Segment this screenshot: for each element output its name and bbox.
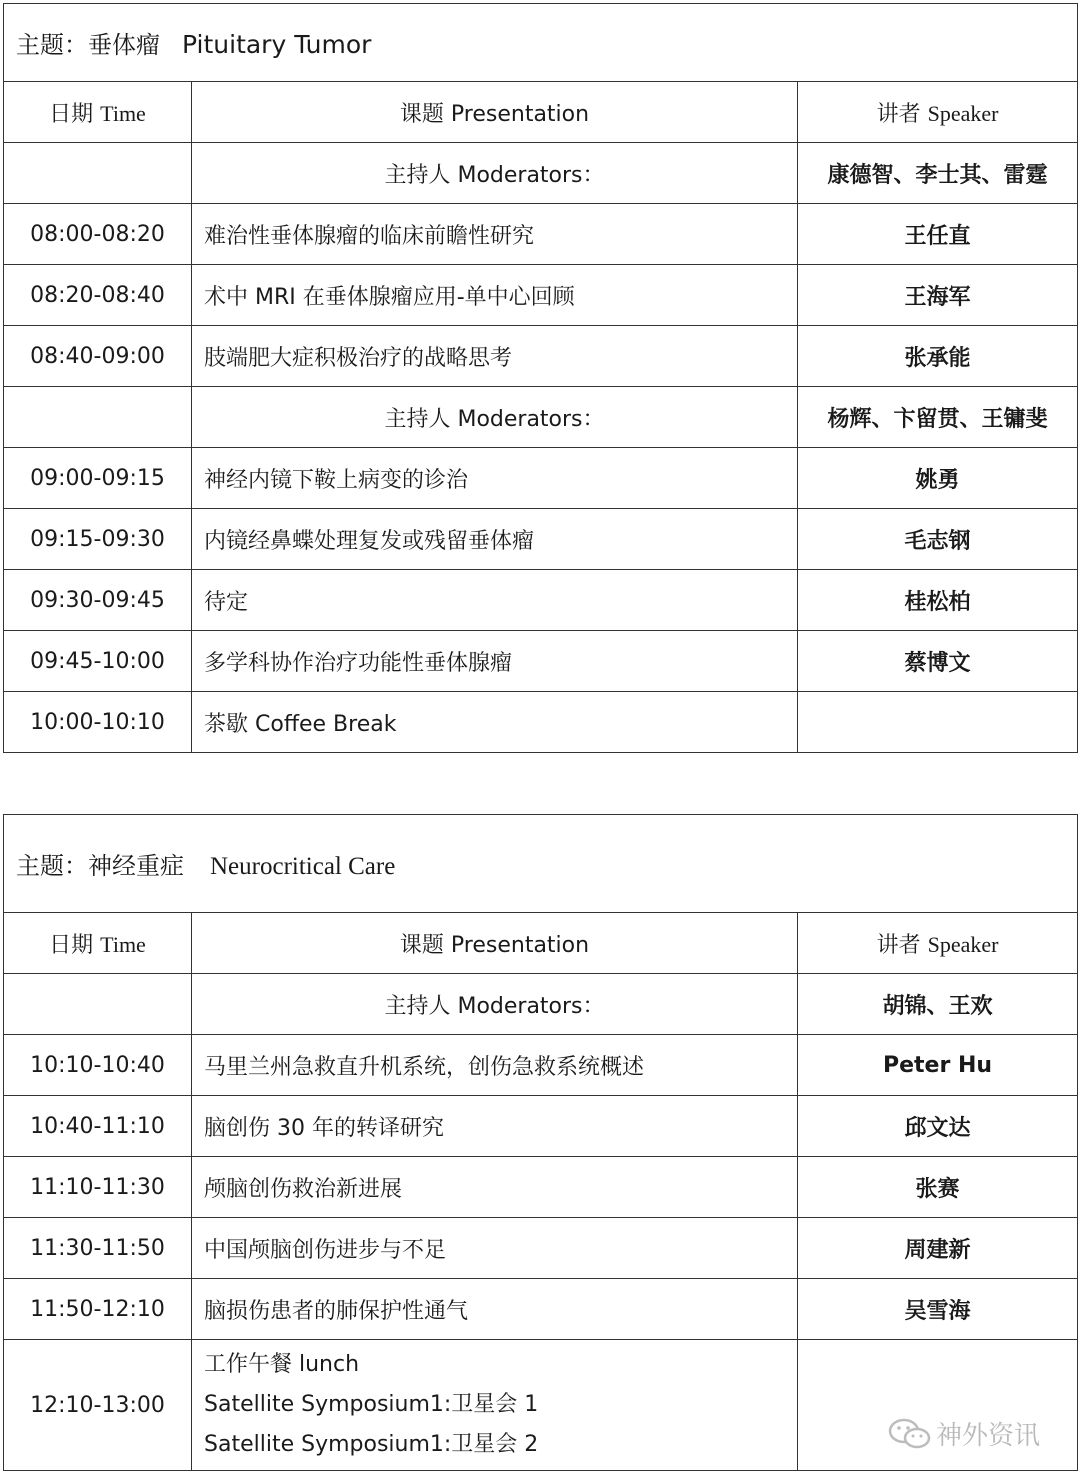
moderator-label: 主持人 Moderators： bbox=[192, 974, 798, 1035]
row-time bbox=[4, 974, 192, 1035]
table-row bbox=[4, 570, 1078, 631]
row-time: 08:40-09:00 bbox=[4, 326, 192, 387]
table-row bbox=[4, 631, 1078, 692]
row-time: 10:40-11:10 bbox=[4, 1096, 192, 1157]
moderator-row bbox=[4, 387, 1078, 448]
header-row bbox=[4, 82, 1078, 143]
row-topic: 肢端肥大症积极治疗的战略思考 bbox=[192, 326, 798, 387]
row-speaker: 王任直 bbox=[798, 204, 1078, 265]
header-topic: 课题 Presentation bbox=[192, 913, 798, 974]
header-time-cn: 日期 bbox=[49, 101, 94, 127]
row-speaker: 吴雪海 bbox=[798, 1279, 1078, 1340]
table-row bbox=[4, 692, 1078, 753]
moderator-names: 康德智、李士其、雷霆 bbox=[798, 143, 1078, 204]
table-row bbox=[4, 326, 1078, 387]
row-topic: 待定 bbox=[192, 570, 798, 631]
row-time: 09:30-09:45 bbox=[4, 570, 192, 631]
moderator-names: 杨辉、卞留贯、王镛斐 bbox=[798, 387, 1078, 448]
header-speaker bbox=[798, 82, 1078, 143]
table-row bbox=[4, 204, 1078, 265]
row-speaker: 蔡博文 bbox=[798, 631, 1078, 692]
satellite-line-2: Satellite Symposium1:卫星会 2 bbox=[204, 1432, 539, 1457]
theme-title-cn: 主题：神经重症 bbox=[16, 852, 184, 880]
row-speaker: 毛志钢 bbox=[798, 509, 1078, 570]
row-time: 08:00-08:20 bbox=[4, 204, 192, 265]
table-row bbox=[4, 1096, 1078, 1157]
row-topic: 脑创伤 30 年的转译研究 bbox=[192, 1096, 798, 1157]
moderator-label: 主持人 Moderators： bbox=[192, 143, 798, 204]
moderator-row bbox=[4, 143, 1078, 204]
row-topic bbox=[192, 1340, 798, 1471]
satellite-line-1: Satellite Symposium1:卫星会 1 bbox=[204, 1392, 539, 1417]
header-speaker-en: Speaker bbox=[927, 931, 999, 957]
row-speaker: 邱文达 bbox=[798, 1096, 1078, 1157]
header-time-en: Time bbox=[100, 931, 146, 957]
row-topic: 内镜经鼻蝶处理复发或残留垂体瘤 bbox=[192, 509, 798, 570]
wechat-icon bbox=[888, 1417, 932, 1451]
schedule-table-pituitary bbox=[3, 3, 1078, 753]
table-row bbox=[4, 1035, 1078, 1096]
row-time: 11:10-11:30 bbox=[4, 1157, 192, 1218]
theme-title-en: Neurocritical Care bbox=[210, 853, 396, 880]
row-time: 09:45-10:00 bbox=[4, 631, 192, 692]
header-time-en: Time bbox=[100, 100, 146, 126]
row-speaker bbox=[798, 692, 1078, 753]
table-row bbox=[4, 265, 1078, 326]
schedule-table-neurocritical bbox=[3, 814, 1078, 1471]
row-speaker: 周建新 bbox=[798, 1218, 1078, 1279]
header-time bbox=[4, 82, 192, 143]
theme-row bbox=[4, 4, 1078, 82]
table-row bbox=[4, 1279, 1078, 1340]
row-speaker: 张承能 bbox=[798, 326, 1078, 387]
row-time: 10:00-10:10 bbox=[4, 692, 192, 753]
row-time: 10:10-10:40 bbox=[4, 1035, 192, 1096]
table-row bbox=[4, 1218, 1078, 1279]
row-time: 09:00-09:15 bbox=[4, 448, 192, 509]
theme-title-cn: 主题：垂体瘤 bbox=[16, 31, 160, 59]
moderator-row bbox=[4, 974, 1078, 1035]
table-row bbox=[4, 448, 1078, 509]
header-speaker-cn: 讲者 bbox=[876, 101, 921, 127]
theme-title-en: Pituitary Tumor bbox=[182, 30, 372, 59]
header-time-cn: 日期 bbox=[49, 932, 94, 958]
header-time bbox=[4, 913, 192, 974]
header-speaker-cn: 讲者 bbox=[876, 932, 921, 958]
table-row bbox=[4, 509, 1078, 570]
lunch-line: 工作午餐 lunch bbox=[204, 1352, 360, 1377]
row-topic: 马里兰州急救直升机系统，创伤急救系统概述 bbox=[192, 1035, 798, 1096]
row-time: 11:30-11:50 bbox=[4, 1218, 192, 1279]
row-topic: 中国颅脑创伤进步与不足 bbox=[192, 1218, 798, 1279]
moderator-label: 主持人 Moderators： bbox=[192, 387, 798, 448]
row-topic: 神经内镜下鞍上病变的诊治 bbox=[192, 448, 798, 509]
row-topic: 茶歇 Coffee Break bbox=[192, 692, 798, 753]
watermark-text: 神外资讯 bbox=[936, 1421, 1041, 1451]
row-speaker: 桂松柏 bbox=[798, 570, 1078, 631]
row-topic: 术中 MRI 在垂体腺瘤应用-单中心回顾 bbox=[192, 265, 798, 326]
header-speaker-en: Speaker bbox=[927, 100, 999, 126]
header-row bbox=[4, 913, 1078, 974]
row-topic: 难治性垂体腺瘤的临床前瞻性研究 bbox=[192, 204, 798, 265]
row-speaker: 姚勇 bbox=[798, 448, 1078, 509]
row-time: 08:20-08:40 bbox=[4, 265, 192, 326]
row-topic: 脑损伤患者的肺保护性通气 bbox=[192, 1279, 798, 1340]
row-time: 11:50-12:10 bbox=[4, 1279, 192, 1340]
header-speaker bbox=[798, 913, 1078, 974]
row-speaker: Peter Hu bbox=[798, 1035, 1078, 1096]
theme-cell bbox=[4, 4, 1078, 82]
header-topic: 课题 Presentation bbox=[192, 82, 798, 143]
row-time bbox=[4, 143, 192, 204]
row-time bbox=[4, 387, 192, 448]
row-topic: 多学科协作治疗功能性垂体腺瘤 bbox=[192, 631, 798, 692]
theme-row bbox=[4, 815, 1078, 913]
row-time: 12:10-13:00 bbox=[4, 1340, 192, 1471]
moderator-names: 胡锦、王欢 bbox=[798, 974, 1078, 1035]
row-speaker: 张赛 bbox=[798, 1157, 1078, 1218]
watermark bbox=[888, 1415, 1040, 1452]
row-topic: 颅脑创伤救治新进展 bbox=[192, 1157, 798, 1218]
theme-cell bbox=[4, 815, 1078, 913]
table-row bbox=[4, 1157, 1078, 1218]
row-speaker: 王海军 bbox=[798, 265, 1078, 326]
row-time: 09:15-09:30 bbox=[4, 509, 192, 570]
